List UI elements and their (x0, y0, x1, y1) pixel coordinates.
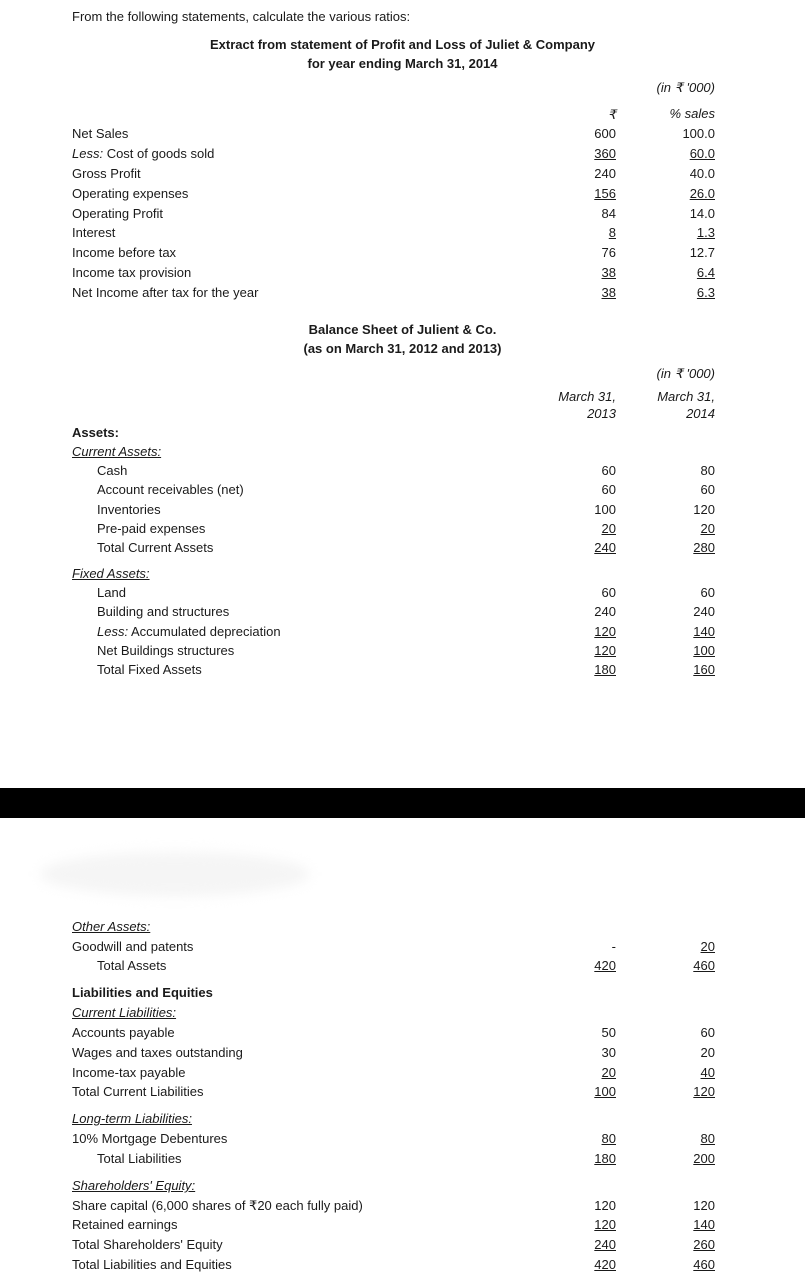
bs-row-2013: 100 (594, 1084, 616, 1099)
bs-row-2013: 120 (594, 1217, 616, 1232)
other-assets-heading: Other Assets: (72, 919, 151, 934)
liabilities-heading: Liabilities and Equities (72, 985, 213, 1000)
bs-row-2013: - (611, 939, 616, 954)
pl-row-pct: 14.0 (689, 206, 715, 221)
bs-row-label: Goodwill and patents (72, 939, 194, 954)
bs-row-2013: 240 (594, 604, 616, 619)
pl-col-amount-header: ₹ (607, 107, 616, 122)
pl-row-label: Interest (72, 225, 116, 240)
pl-row-pct: 12.7 (689, 245, 715, 260)
current-assets-heading: Current Assets: (72, 444, 162, 459)
pl-row-amount: 156 (594, 186, 616, 201)
bs-row-label: Retained earnings (72, 1217, 178, 1232)
pl-row-pct: 60.0 (689, 146, 715, 161)
bs-col-2014-header: March 31, (657, 389, 715, 404)
bs-col-2014-year: 2014 (686, 406, 715, 421)
bs-row-label: Accounts payable (72, 1025, 175, 1040)
bs-unit-note: (in ₹ '000) (656, 366, 715, 381)
bs-row-2013: 240 (594, 540, 616, 555)
bs-row-label: Pre-paid expenses (97, 521, 206, 536)
bs-row-label: Account receivables (net) (97, 482, 244, 497)
page-break-divider (0, 788, 805, 818)
pl-row-label: Income before tax (72, 245, 177, 260)
fixed-assets-heading: Fixed Assets: (72, 566, 150, 581)
bs-row-2013: 120 (594, 643, 616, 658)
pl-unit-note: (in ₹ '000) (656, 80, 715, 95)
intro-text: From the following statements, calculate the various ratios: (72, 9, 411, 24)
bs-row-2013: 60 (601, 585, 616, 600)
pl-title: Extract from statement of Profit and Loss of Juliet & Company (210, 37, 595, 52)
bs-row-2014: 120 (693, 1198, 715, 1213)
bs-row-2013: 30 (601, 1045, 616, 1060)
bs-row-2013: 420 (594, 958, 616, 973)
bs-row-label: Total Shareholders' Equity (72, 1237, 223, 1252)
bs-row-label: Land (97, 585, 126, 600)
pl-row-amount: 600 (594, 126, 616, 141)
bs-row-2014: 20 (700, 1045, 715, 1060)
bs-row-2014: 60 (700, 585, 715, 600)
bs-col-2013-header: March 31, (558, 389, 616, 404)
bs-row-2013: 100 (594, 502, 616, 517)
pl-row-amount: 360 (594, 146, 616, 161)
pl-row-label: Less: Cost of goods sold (72, 146, 215, 161)
bs-row-label: Total Current Assets (97, 540, 214, 555)
bs-row-2013: 180 (594, 662, 616, 677)
bs-row-2013: 20 (601, 521, 616, 536)
pl-row-pct: 100.0 (682, 126, 715, 141)
bs-row-2013: 240 (594, 1237, 616, 1252)
bs-row-2014: 20 (700, 939, 715, 954)
pl-row-label: Net Income after tax for the year (72, 285, 259, 300)
bs-row-label: Inventories (97, 502, 161, 517)
pl-row-pct: 40.0 (689, 166, 715, 181)
bs-title: Balance Sheet of Julient & Co. (308, 322, 497, 337)
pl-row-pct: 1.3 (696, 225, 715, 240)
pl-row-amount: 38 (601, 285, 616, 300)
bs-row-2013: 20 (601, 1065, 616, 1080)
equity-heading: Shareholders' Equity: (72, 1178, 196, 1193)
bs-row-2013: 50 (601, 1025, 616, 1040)
bs-row-2014: 260 (693, 1237, 715, 1252)
assets-heading: Assets: (72, 425, 119, 440)
bs-row-2014: 140 (693, 624, 715, 639)
bs-col-2013-year: 2013 (587, 406, 616, 421)
pl-row-pct: 6.3 (696, 285, 715, 300)
bs-row-2014: 80 (700, 1131, 715, 1146)
bs-row-2014: 60 (700, 482, 715, 497)
pl-row-amount: 84 (601, 206, 616, 221)
pl-row-label: Gross Profit (72, 166, 141, 181)
pl-row-amount: 38 (601, 265, 616, 280)
bs-row-2013: 60 (601, 463, 616, 478)
bs-row-2014: 60 (700, 1025, 715, 1040)
bs-subtitle: (as on March 31, 2012 and 2013) (303, 341, 502, 356)
bs-row-label: Net Buildings structures (97, 643, 235, 658)
bs-row-2014: 100 (693, 643, 715, 658)
pl-col-pct-header: % sales (669, 106, 715, 121)
pl-subtitle: for year ending March 31, 2014 (307, 56, 498, 71)
pl-row-label: Income tax provision (72, 265, 192, 280)
bs-row-label: Building and structures (97, 604, 230, 619)
bs-row-2014: 280 (693, 540, 715, 555)
bs-row-2014: 200 (693, 1151, 715, 1166)
bs-row-2014: 460 (693, 958, 715, 973)
bs-row-2013: 80 (601, 1131, 616, 1146)
bs-row-2013: 120 (594, 1198, 616, 1213)
bs-row-2014: 80 (700, 463, 715, 478)
bs-row-2014: 240 (693, 604, 715, 619)
bs-row-label: Income-tax payable (72, 1065, 186, 1080)
bs-row-label: Total Current Liabilities (72, 1084, 204, 1099)
bs-row-2013: 120 (594, 624, 616, 639)
bs-row-2014: 120 (693, 502, 715, 517)
bs-row-2014: 40 (700, 1065, 715, 1080)
bs-row-2014: 140 (693, 1217, 715, 1232)
bs-row-label: Total Fixed Assets (97, 662, 202, 677)
bs-row-2014: 460 (693, 1257, 715, 1272)
bs-row-2013: 60 (601, 482, 616, 497)
current-liabilities-heading: Current Liabilities: (72, 1005, 177, 1020)
long-term-liabilities-heading: Long-term Liabilities: (72, 1111, 192, 1126)
bs-row-2014: 20 (700, 521, 715, 536)
pl-row-pct: 26.0 (689, 186, 715, 201)
bs-row-label: 10% Mortgage Debentures (72, 1131, 228, 1146)
bs-row-label: Total Assets (97, 958, 167, 973)
bs-row-label: Total Liabilities and Equities (72, 1257, 232, 1272)
pl-row-pct: 6.4 (696, 265, 715, 280)
bs-row-label: Less: Accumulated depreciation (97, 624, 281, 639)
bs-row-2013: 420 (594, 1257, 616, 1272)
bs-row-label: Wages and taxes outstanding (72, 1045, 243, 1060)
pl-row-amount: 76 (601, 245, 616, 260)
pl-row-label: Net Sales (72, 126, 129, 141)
bs-row-2014: 120 (693, 1084, 715, 1099)
bs-row-2013: 180 (594, 1151, 616, 1166)
bs-row-label: Total Liabilities (97, 1151, 182, 1166)
bs-row-label: Cash (97, 463, 128, 478)
pl-row-amount: 240 (594, 166, 616, 181)
scan-smudge (40, 852, 310, 896)
pl-row-label: Operating expenses (72, 186, 189, 201)
bs-row-2014: 160 (693, 662, 715, 677)
bs-row-label: Share capital (6,000 shares of ₹20 each fully paid) (72, 1198, 363, 1213)
pl-row-label: Operating Profit (72, 206, 164, 221)
pl-row-amount: 8 (608, 225, 616, 240)
